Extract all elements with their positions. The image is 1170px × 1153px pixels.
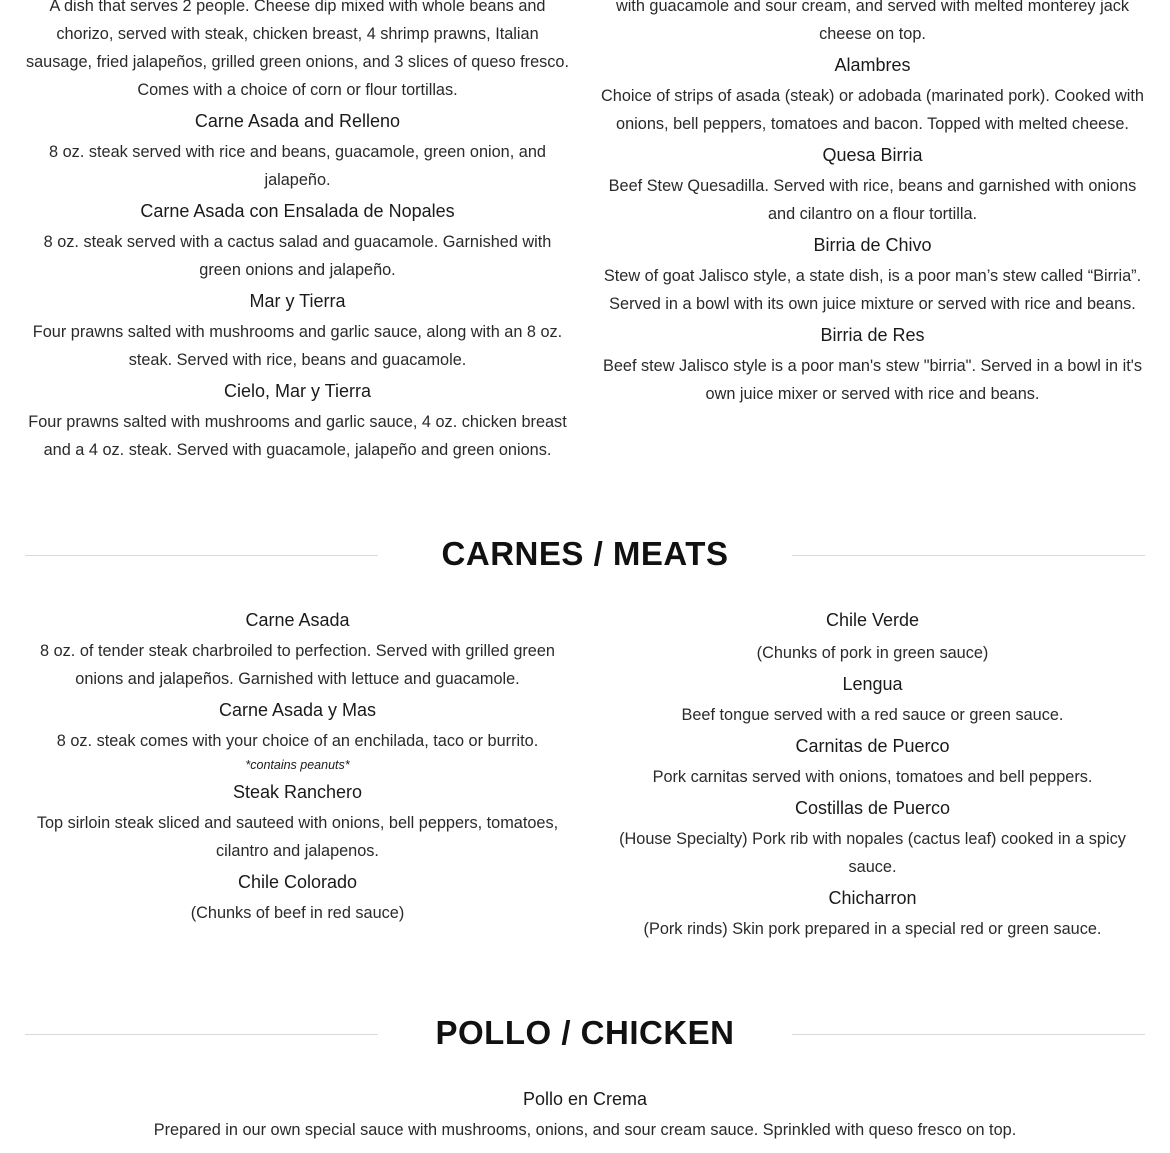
menu-item-description: (Chunks of pork in green sauce) [756,644,989,662]
divider [792,1034,1145,1035]
chicken-column [100,1088,1070,1144]
menu-item-title: Alambres [834,55,911,75]
menu-item-description: Prepared in our own special sauce with mushrooms, onions, and sour cream sauce. Sprinkled with queso fresco on top. [153,1121,1017,1139]
menu-item-title: Costillas de Puerco [794,798,951,818]
allergy-note: *contains peanuts* [245,758,350,772]
menu-item-title: Chicharron [828,888,917,908]
menu-item-description: Stew of goat Jalisco style, a state dish, is a poor man’s stew called “Birria”. Served in a bowl with its own juice mixture or served with rice and beans. [603,267,1142,313]
menu-item-description: (Chunks of beef in red sauce) [190,904,405,922]
menu-item-description: 8 oz. steak served with a cactus salad and guacamole. Garnished with green onions and jalapeño. [43,233,552,279]
menu-item-description: A dish that serves 2 people. Cheese dip mixed with whole beans and chorizo, served with steak, chicken breast, 4 shrimp prawns, Italian sausage, fried jalapeños, grilled green onions, and 3 slices of queso fresco. Comes with a choice of corn or flour tortillas. [25,0,570,99]
menu-item-description: Choice of strips of asada (steak) or adobada (marinated pork). Cooked with onions, bell peppers, tomatoes and bacon. Topped with melted cheese. [601,87,1144,133]
section-title: CARNES / MEATS [441,535,729,572]
menu-item-title: Pollo en Crema [522,1089,648,1109]
divider [25,555,378,556]
menu-item-description: (Pork rinds) Skin pork prepared in a special red or green sauce. [643,920,1102,938]
menu-item-title: Steak Ranchero [232,782,363,802]
menu-item-description: Four prawns salted with mushrooms and garlic sauce, along with an 8 oz. steak. Served with rice, beans and guacamole. [32,323,563,369]
menu-item-title: Chile Verde [825,610,920,630]
menu-item-description: Beef Stew Quesadilla. Served with rice, beans and garnished with onions and cilantro on a flour tortilla. [608,177,1137,223]
menu-item-description: 8 oz. of tender steak charbroiled to perfection. Served with grilled green onions and jalapeños. Garnished with lettuce and guacamole. [40,642,555,688]
menu-item-description: Four prawns salted with mushrooms and garlic sauce, 4 oz. chicken breast and a 4 oz. steak. Served with guacamole, jalapeño and green onions. [28,413,567,459]
menu-item-title: Chile Colorado [237,872,358,892]
menu-item-description: 8 oz. steak comes with your choice of an enchilada, taco or burrito. [56,732,539,750]
menu-item-description: with guacamole and sour cream, and served with melted monterey jack cheese on top. [615,0,1130,43]
menu-item-title: Birria de Res [820,325,925,345]
top-right-column [598,0,1147,408]
menu-item-title: Lengua [842,674,903,694]
divider [792,555,1145,556]
menu-item-title: Carnitas de Puerco [795,736,950,756]
section-heading-meats [0,534,1170,574]
section-title: POLLO / CHICKEN [435,1014,735,1051]
menu-item-title: Birria de Chivo [813,235,932,255]
menu-item-description: Pork carnitas served with onions, tomatoes and bell peppers. [652,768,1093,786]
meats-right-column [598,609,1147,943]
top-left-column [22,0,573,464]
menu-item-title: Carne Asada y Mas [218,700,377,720]
menu-item-description: Beef tongue served with a red sauce or green sauce. [681,706,1064,724]
menu-item-title: Carne Asada and Relleno [194,111,401,131]
section-heading-chicken [0,1013,1170,1053]
menu-item-description: Beef stew Jalisco style is a poor man's stew "birria". Served in a bowl in it's own juice mixer or served with rice and beans. [603,357,1142,403]
menu-item-description: 8 oz. steak served with rice and beans, guacamole, green onion, and jalapeño. [49,143,546,189]
menu-item-description: Top sirloin steak sliced and sauteed with onions, bell peppers, tomatoes, cilantro and jalapenos. [36,814,559,860]
menu-item-title: Quesa Birria [822,145,923,165]
menu-item-title: Cielo, Mar y Tierra [223,381,372,401]
menu-item-title: Carne Asada con Ensalada de Nopales [140,201,455,221]
meats-left-column [22,609,573,927]
menu-item-title: Mar y Tierra [249,291,346,311]
divider [25,1034,378,1035]
menu-item-title: Carne Asada [245,610,350,630]
menu-item-description: (House Specialty) Pork rib with nopales (cactus leaf) cooked in a spicy sauce. [619,830,1126,876]
